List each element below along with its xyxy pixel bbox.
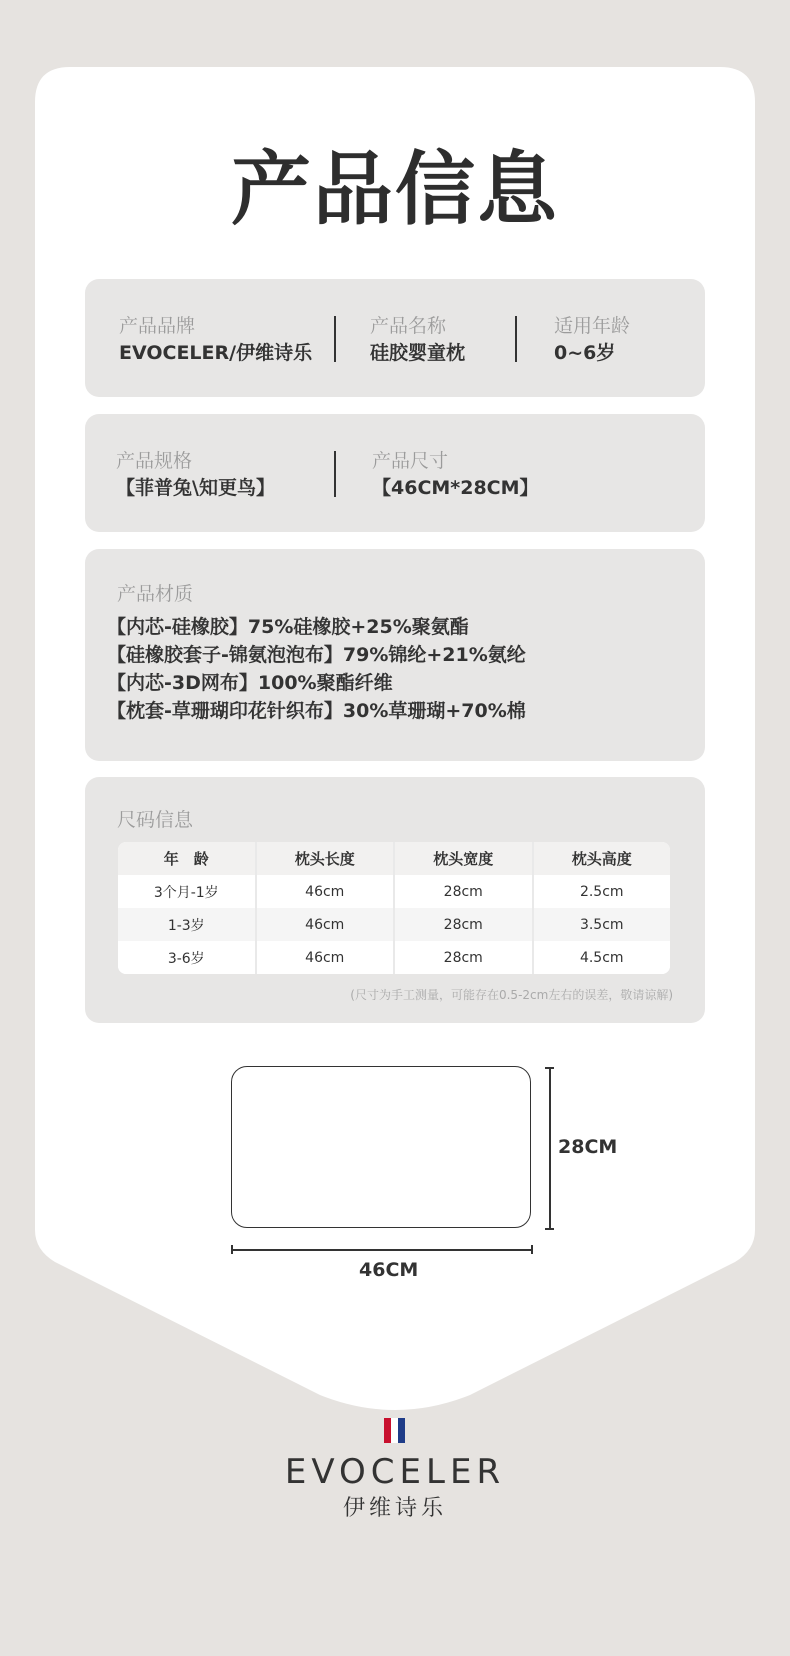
table-header-cell: 枕头宽度 — [395, 842, 534, 875]
table-cell: 4.5cm — [579, 949, 624, 966]
age-cell — [554, 317, 630, 363]
table-header-cell: 年 龄 — [118, 842, 257, 875]
spec-cell — [116, 452, 275, 498]
spec-label: 产品规格 — [116, 450, 193, 472]
table-row — [118, 908, 670, 941]
size-value: 【46CM*28CM】 — [372, 477, 539, 499]
flag-stripe-blue — [398, 1418, 405, 1443]
table-header-cell: 枕头高度 — [571, 850, 632, 868]
material-line: 【硅橡胶套子-锦氨泡泡布】79%锦纶+21%氨纶 — [107, 644, 526, 666]
table-row — [118, 875, 670, 908]
size-info-panel — [85, 777, 705, 1023]
table-cell: 46cm — [257, 941, 396, 974]
flag-stripe-red — [384, 1418, 391, 1443]
pillow-outline — [231, 1066, 531, 1228]
height-dimension-line — [549, 1067, 551, 1229]
size-info-label: 尺码信息 — [117, 809, 194, 831]
width-label: 46CM — [359, 1259, 419, 1281]
table-header-cell: 枕头长度 — [257, 842, 396, 875]
divider — [334, 451, 336, 497]
material-panel — [85, 549, 705, 761]
size-label: 产品尺寸 — [372, 450, 449, 472]
brand-cell — [119, 317, 312, 363]
width-dimension-cap-left — [231, 1245, 233, 1254]
divider — [515, 316, 517, 362]
table-cell: 28cm — [395, 875, 534, 908]
age-value: 0~6岁 — [554, 342, 616, 364]
height-label: 28CM — [558, 1136, 618, 1158]
name-cell — [370, 317, 465, 363]
divider — [334, 316, 336, 362]
product-basic-panel — [85, 279, 705, 397]
table-cell: 3个月-1岁 — [118, 875, 257, 908]
table-cell: 1-3岁 — [118, 908, 257, 941]
product-spec-panel — [85, 414, 705, 532]
brand-value: EVOCELER/伊维诗乐 — [119, 342, 313, 364]
table-cell: 46cm — [257, 875, 396, 908]
brand-label: 产品品牌 — [119, 315, 196, 337]
size-cell — [372, 452, 539, 498]
brand-logo-cn: 伊维诗乐 — [342, 1496, 447, 1521]
flag-stripe-white — [391, 1418, 398, 1443]
material-label: 产品材质 — [117, 583, 194, 605]
name-value: 硅胶婴童枕 — [370, 342, 466, 364]
material-line: 【枕套-草珊瑚印花针织布】30%草珊瑚+70%棉 — [107, 700, 526, 722]
table-row — [118, 941, 670, 974]
height-dimension-cap-top — [545, 1067, 554, 1069]
spec-value: 【菲普兔\知更鸟】 — [116, 477, 275, 499]
height-dimension-cap-bottom — [545, 1228, 554, 1230]
material-line: 【内芯-硅橡胶】75%硅橡胶+25%聚氨酯 — [107, 616, 469, 638]
material-list — [107, 613, 526, 725]
table-cell: 2.5cm — [579, 883, 624, 900]
size-table — [118, 842, 670, 974]
table-cell: 28cm — [395, 908, 534, 941]
material-line: 【内芯-3D网布】100%聚酯纤维 — [107, 672, 393, 694]
measurement-note: (尺寸为手工测量，可能存在0.5-2cm左右的误差，敬请谅解) — [350, 988, 673, 1002]
flag-icon — [384, 1418, 405, 1443]
width-dimension-cap-right — [531, 1245, 533, 1254]
name-label: 产品名称 — [370, 315, 447, 337]
page-title: 产品信息 — [231, 143, 559, 236]
table-cell: 46cm — [257, 908, 396, 941]
table-header-row — [118, 842, 670, 875]
table-cell: 3.5cm — [579, 916, 624, 933]
brand-logo-en: EVOCELER — [284, 1452, 506, 1492]
age-label: 适用年龄 — [554, 315, 631, 337]
width-dimension-line — [231, 1249, 532, 1251]
table-cell: 3-6岁 — [118, 941, 257, 974]
table-cell: 28cm — [395, 941, 534, 974]
